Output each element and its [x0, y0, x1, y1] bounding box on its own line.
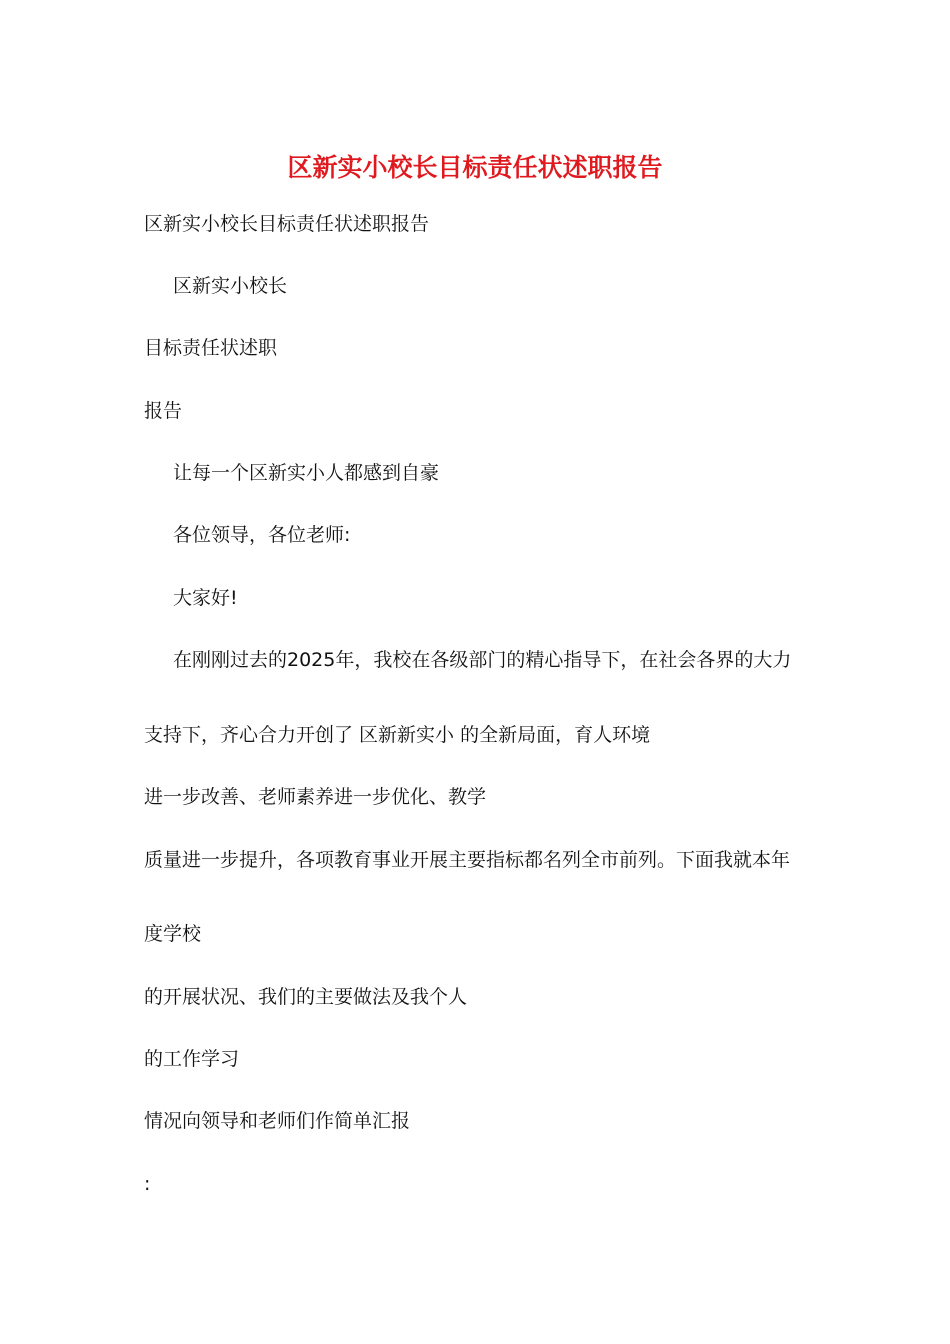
paragraph-line: 进一步改善、老师素养进一步优化、教学 [144, 786, 487, 808]
paragraph-line: 情况向领导和老师们作简单汇报 [144, 1110, 411, 1132]
paragraph-line: 的开展状况、我们的主要做法及我个人 [144, 986, 468, 1008]
paragraph-line: 支持下，齐心合力开创了 区新新实小 的全新局面，育人环境 [144, 724, 651, 746]
slogan-line: 让每一个区新实小人都感到自豪 [173, 462, 440, 484]
body-line: 区新实小校长 [173, 275, 288, 297]
greeting-line: 大家好! [173, 587, 238, 609]
paragraph-line: 度学校 [144, 923, 202, 945]
subtitle-line: 区新实小校长目标责任状述职报告 [144, 213, 430, 235]
document-title: 区新实小校长目标责任状述职报告 [287, 153, 663, 182]
paragraph-line: 的工作学习 [144, 1048, 240, 1070]
paragraph-line: 质量进一步提升，各项教育事业开展主要指标都名列全市前列。下面我就本年 [144, 849, 791, 871]
salutation-line: 各位领导，各位老师: [173, 524, 351, 546]
body-line: 报告 [144, 400, 183, 422]
body-line: 目标责任状述职 [144, 337, 278, 359]
paragraph-line: : [144, 1173, 151, 1195]
paragraph-line: 在刚刚过去的2025年，我校在各级部门的精心指导下，在社会各界的大力 [173, 649, 792, 671]
